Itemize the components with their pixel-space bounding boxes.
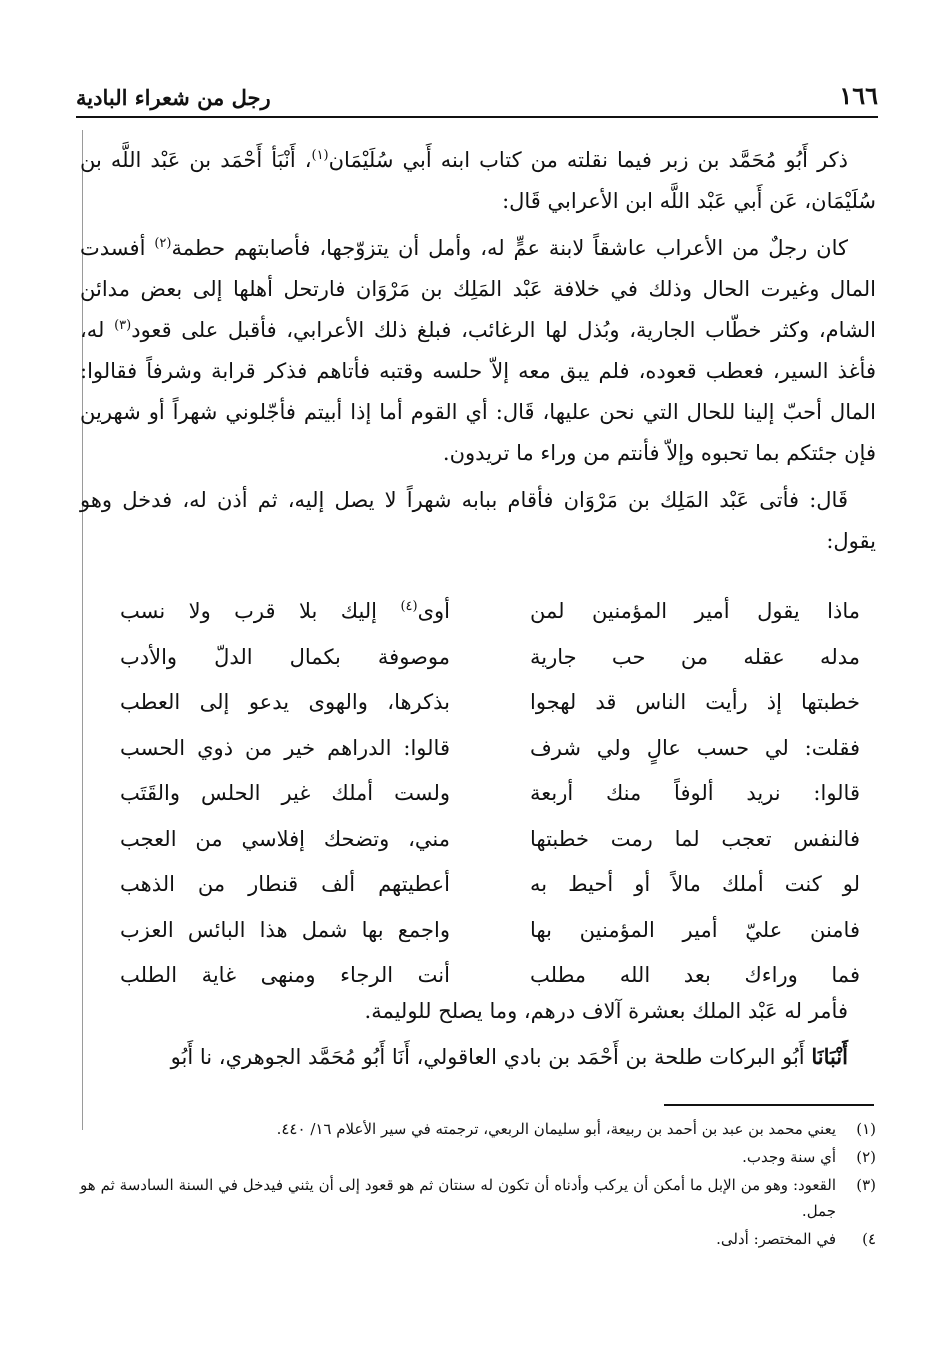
page-number: ١٦٦ — [839, 81, 878, 110]
verse-first-hemistich: فالنفس تعجب لما رمت خطبتها — [530, 826, 860, 851]
footnote — [80, 1116, 876, 1142]
footnote-ref-4: (٤) — [400, 599, 418, 614]
footnote — [80, 1226, 876, 1252]
footnote-text: يعني محمد بن عبد بن أحمد بن ربيعة، أبو سليمان الربعي، ترجمته في سير الأعلام ١٦/ ٤٤٠. — [276, 1120, 836, 1138]
closing-text — [80, 991, 876, 1082]
paragraph-2-text-end: له، فأغذ السير، فعطب قعوده، فلم يبق معه إلاّ حلسه وقتبه فأتاهم فذكر قرابة وشرفاً فقالوا: المال أحبّ إلينا للحال التي نحن عليها، قَال: أي القوم أما إذا أبيتم فأجّلوني شهراً أو شهرين فإن جئتكم بما تحبوه وإلاّ فأنتم من وراء ما تريدون. — [80, 318, 876, 465]
verse-line — [120, 773, 860, 819]
verse-text: أوى — [417, 599, 450, 623]
verse-second-hemistich: واجمع بها شمل هذا البائس العزب — [120, 917, 450, 942]
paragraph-2 — [80, 228, 876, 474]
verse-line — [120, 864, 860, 910]
verse-first-hemistich: خطبتها إذ رأيت الناس قد لهجوا — [530, 690, 860, 714]
footnote-text: في المختصر: أدلى. — [716, 1230, 836, 1248]
verse-first-hemistich: مدله عقله من حب جارية — [530, 644, 860, 669]
verse-second-hemistich: موصوفة بكمال الدلّ والأدب — [120, 644, 450, 669]
paragraph-4: فأمر له عَبْد الملك بعشرة آلاف درهم، وما يصلح للوليمة. — [364, 999, 848, 1023]
verse-line — [120, 910, 860, 956]
paragraph-3: قَال: فأتى عَبْد المَلِك بن مَرْوَان فأقام ببابه شهراً لا يصل إليه، ثم أذن له، فدخل وهو يقول: — [80, 488, 876, 553]
paragraph-5-text: أَبُو البركات طلحة بن أَحْمَد بن بادي العاقولي، أَنَا أَبُو مُحَمَّد الجوهري، نا أَبُو — [170, 1045, 812, 1069]
running-title: رجل من شعراء البادية — [76, 85, 271, 110]
verse-second-hemistich: بذكرها، والهوى يدعو إلى العطب — [120, 690, 450, 714]
verse-text-cont: إليك بلا قرب ولا نسب — [120, 599, 401, 623]
paragraph-1-text-cont: ، أَنْبَأ أَحْمَد بن عَبْد اللَّه بن سُلَيْمَان، عَن أَبي عَبْد اللَّه ابن الأعرابي قَال: — [80, 148, 876, 213]
verse-second-hemistich: أنت الرجاء ومنهى غاية الطلب — [120, 963, 450, 987]
verse-second-hemistich: أعطيتهم ألف قنطار من الذهب — [120, 872, 450, 896]
verse-first-hemistich: فما وراءك بعد الله مطلب — [530, 963, 860, 987]
poem — [120, 591, 860, 1001]
verse-first-hemistich: فقلت: لي حسب عالٍ ولي شرف — [530, 735, 860, 760]
verse-first-hemistich: قالوا: نريد ألوفاً منك أربعة — [530, 781, 860, 805]
verse-second-hemistich: ولست أملك غير الحلس والقَتَب — [120, 781, 450, 805]
footnote-text: القعود: وهو من الإبل ما أمكن أن يركب وأدناه أن تكون له سنتان ثم هو قعود إلى أن يثني فيدخل في السنة السادسة ثم هو جمل. — [80, 1176, 836, 1220]
verse-line — [120, 637, 860, 683]
paragraph-2-text: كان رجلٌ من الأعراب عاشقاً لابنة عمٍّ له، وأمل أن يتزوّجها، فأصابتهم حطمة — [171, 236, 848, 260]
footnote — [80, 1144, 876, 1170]
footnote — [80, 1172, 876, 1224]
main-text — [80, 140, 876, 568]
verse-line — [120, 682, 860, 728]
verse-second-hemistich: قالوا: الدراهم خير من ذوي الحسب — [120, 735, 450, 760]
footnote-number: ٤) — [862, 1230, 876, 1248]
verse-line — [120, 819, 860, 865]
verse-first-hemistich: فامنن عليّ أمير المؤمنين بها — [530, 917, 860, 942]
verse-line — [120, 591, 860, 637]
isnad-lead: أَنْبَانَا — [811, 1044, 848, 1069]
footnote-number: (١) — [856, 1120, 876, 1138]
footnote-ref-3: (٣) — [114, 318, 132, 333]
paragraph-5 — [80, 1036, 876, 1078]
paragraph-2-text-cont: أفسدت المال وغيرت الحال وذلك في خلافة عَبْد المَلِك بن مَرْوَان فارتحل أهلها إلى بعض مدائن الشام، وكثر خطّاب الجارية، وبُذل لها الرغائب، فبلغ ذلك الأعرابي، فأقبل على قعود — [80, 236, 876, 342]
verse-second-hemistich: مني، وتضحك إفلاسي من العجب — [120, 826, 450, 851]
footnote-number: (٢) — [856, 1148, 876, 1166]
verse-second-hemistich — [120, 591, 450, 637]
verse-first-hemistich: ماذا يقول أمير المؤمنين لمن — [530, 599, 860, 623]
footnote-ref-1: (١) — [311, 148, 329, 163]
footnotes — [80, 1116, 876, 1254]
paragraph-1 — [80, 140, 876, 222]
verse-line — [120, 728, 860, 774]
footnote-number: (٣) — [856, 1176, 876, 1194]
paragraph-1-text: ذكر أَبُو مُحَمَّد بن زبر فيما نقلته من كتاب ابنه أَبي سُلَيْمَان — [328, 148, 849, 172]
footnote-text: أي سنة وجدب. — [742, 1148, 836, 1166]
footnote-separator — [664, 1104, 874, 1106]
page-header — [76, 82, 878, 118]
footnote-ref-2: (٢) — [154, 236, 172, 251]
verse-first-hemistich: لو كنت أملك مالاً أو أحيط به — [530, 872, 860, 896]
